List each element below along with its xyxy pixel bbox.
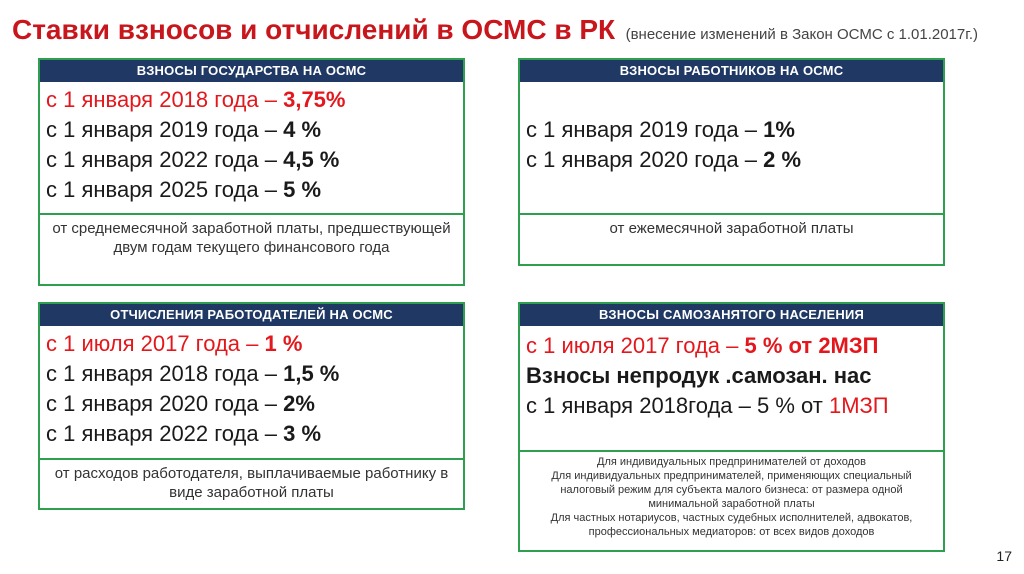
slide-title bbox=[12, 14, 978, 46]
note-line: Для частных нотариусов, частных судебных исполнителей, адвокатов, профессиональных медиаторов: от всех видов доходов bbox=[550, 512, 913, 538]
rate-line: с 1 января 2018 года – 3,75% bbox=[46, 87, 346, 112]
rate-line: с 1 января 2018 года – 1,5 % bbox=[46, 361, 340, 386]
panel-employer-deductions bbox=[38, 302, 465, 510]
panel-header: ОТЧИСЛЕНИЯ РАБОТОДАТЕЛЕЙ НА ОСМС bbox=[40, 304, 463, 326]
panel-notes bbox=[520, 452, 943, 539]
panel-header: ВЗНОСЫ САМОЗАНЯТОГО НАСЕЛЕНИЯ bbox=[520, 304, 943, 326]
title-main: Ставки взносов и отчислений в ОСМС в РК bbox=[12, 14, 616, 45]
rate-line: с 1 января 2019 года – 4 % bbox=[46, 117, 322, 142]
rate-line: Взносы непродук .самозан. нас bbox=[526, 363, 872, 388]
rate-line: с 1 января 2020 года – 2% bbox=[46, 391, 315, 416]
panel-worker-contributions bbox=[518, 58, 945, 266]
rate-line: с 1 июля 2017 года – 5 % от 2МЗП bbox=[526, 333, 879, 358]
panel-header: ВЗНОСЫ РАБОТНИКОВ НА ОСМС bbox=[520, 60, 943, 82]
panel-self-employed bbox=[518, 302, 945, 552]
panel-body bbox=[40, 326, 463, 460]
note-line: Для индивидуальных предпринимателей от доходов bbox=[597, 456, 866, 468]
rate-line: с 1 января 2025 года – 5 % bbox=[46, 177, 322, 202]
panel-state-contributions bbox=[38, 58, 465, 286]
page-number: 17 bbox=[996, 548, 1012, 564]
panel-body bbox=[520, 326, 943, 452]
note-line: Для индивидуальных предпринимателей, применяющих специальный налоговый режим для субъекта малого бизнеса: от размера одной минимальной заработной платы bbox=[551, 470, 912, 510]
panel-body bbox=[520, 82, 943, 215]
panel-note: от среднемесячной заработной платы, предшествующей двум годам текущего финансового года bbox=[52, 220, 451, 256]
rate-line: с 1 января 2022 года – 4,5 % bbox=[46, 147, 340, 172]
rate-line: с 1 января 2020 года – 2 % bbox=[526, 147, 802, 172]
panel-note: от ежемесячной заработной платы bbox=[609, 220, 854, 237]
panel-body bbox=[40, 82, 463, 215]
panel-note: от расходов работодателя, выплачиваемые работнику в виде заработной платы bbox=[54, 465, 449, 501]
panel-header: ВЗНОСЫ ГОСУДАРСТВА НА ОСМС bbox=[40, 60, 463, 82]
title-subtitle: (внесение изменений в Закон ОСМС с 1.01.2017г.) bbox=[625, 26, 979, 43]
rate-line: с 1 июля 2017 года – 1 % bbox=[46, 331, 303, 356]
rate-line: с 1 января 2018года – 5 % от 1МЗП bbox=[526, 393, 889, 418]
rate-line: с 1 января 2022 года – 3 % bbox=[46, 421, 322, 446]
rate-line: с 1 января 2019 года – 1% bbox=[526, 117, 795, 142]
